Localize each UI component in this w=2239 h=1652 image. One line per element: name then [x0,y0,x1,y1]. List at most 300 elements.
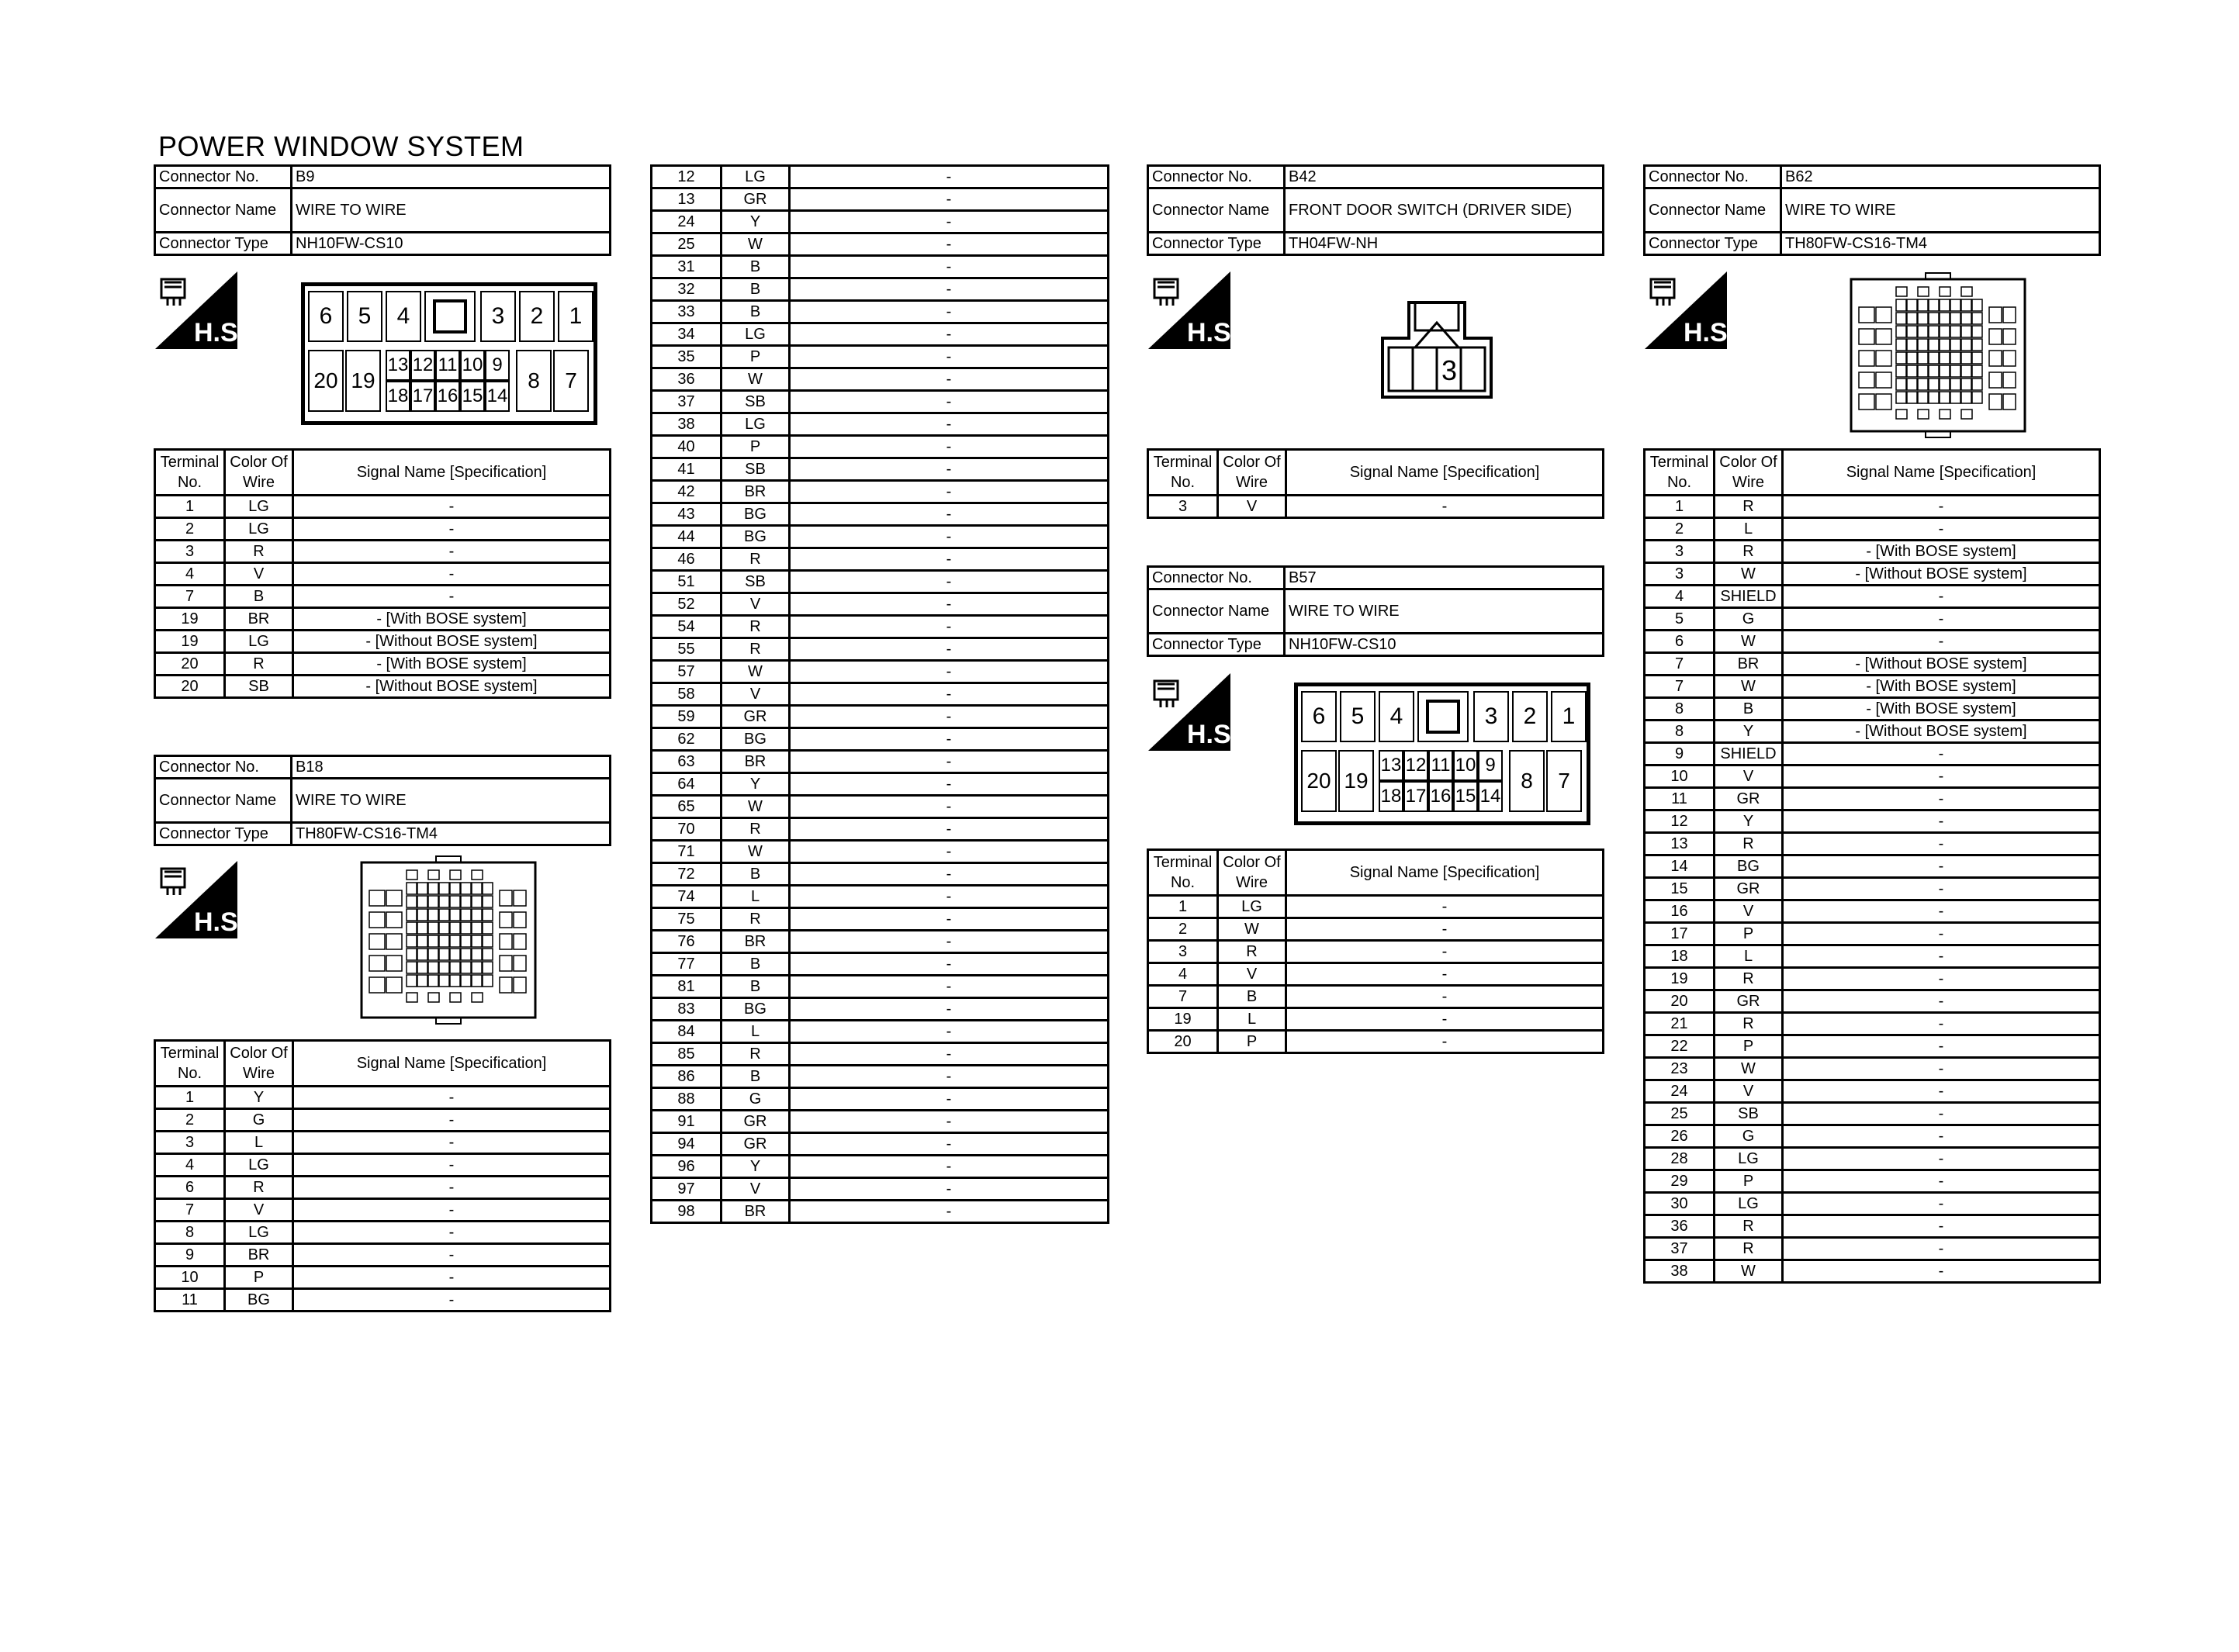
terminal-no-cell: 3 [1148,496,1218,518]
terminal-no-cell: 19 [1645,968,1715,990]
hs-label: H.S. [194,318,246,347]
table-row [652,1133,1109,1156]
table-row [155,1244,611,1267]
table-row [1645,1080,2100,1103]
connector-no-label: Connector No. [155,166,292,188]
terminal-no-cell: 58 [652,683,722,706]
connector-pin: 17 [1403,781,1428,812]
terminal-no-header: Terminal No. [1645,450,1715,496]
b42-connector-no: B42 [1285,166,1604,188]
wire-color-cell: B [225,586,293,608]
terminal-no-header: Terminal No. [1148,450,1218,496]
b9-info-table [154,164,611,256]
table-row [652,796,1109,818]
terminal-no-cell: 2 [1148,918,1218,941]
table-row [652,368,1109,391]
terminal-no-cell: 52 [652,593,722,616]
terminal-no-cell: 8 [1645,721,1715,743]
table-row [1148,1031,1604,1053]
terminal-no-cell: 25 [1645,1103,1715,1125]
signal-name-cell: - [790,458,1109,481]
terminal-no-cell: 22 [1645,1035,1715,1058]
table-row [652,751,1109,773]
signal-name-cell: - [790,841,1109,863]
terminal-no-cell: 76 [652,931,722,953]
signal-name-cell: - [1783,1170,2100,1193]
signal-name-cell: - [1783,1215,2100,1238]
signal-name-cell: - [293,1267,611,1289]
terminal-no-cell: 7 [1645,653,1715,676]
signal-name-cell: - [1783,586,2100,608]
table-row [652,1178,1109,1201]
wire-color-cell: BG [722,728,790,751]
wire-color-cell: LG [722,323,790,346]
table-row [652,998,1109,1021]
table-row [652,413,1109,436]
connector-type-label: Connector Type [1645,233,1781,255]
terminal-no-cell: 6 [1645,631,1715,653]
connector-name-label: Connector Name [155,779,292,823]
connector-pin: 9 [485,350,510,381]
table-row [652,931,1109,953]
terminal-no-cell: 3 [1645,541,1715,563]
wire-color-cell: R [1715,1013,1783,1035]
wire-color-cell: W [1715,563,1783,586]
table-row [652,346,1109,368]
table-row [652,638,1109,661]
wire-color-cell: W [1715,1058,1783,1080]
wire-color-cell: GR [722,1133,790,1156]
wire-color-cell: V [1715,1080,1783,1103]
wire-color-cell: R [1715,833,1783,855]
connector-pin: 13 [1379,750,1403,781]
table-row [652,1156,1109,1178]
terminal-no-cell: 4 [1645,586,1715,608]
wire-color-cell: LG [1715,1193,1783,1215]
connector-pin: 16 [1428,781,1453,812]
b18-terminal-table [154,1039,611,1312]
terminal-no-cell: 86 [652,1066,722,1088]
signal-name-cell: - [790,233,1109,256]
wire-color-cell: R [1715,1215,1783,1238]
wire-color-cell: B [722,976,790,998]
connector-pin: 7 [553,350,589,412]
wire-color-cell: SB [1715,1103,1783,1125]
wire-color-cell: LG [1218,896,1286,918]
signal-name-cell: - [790,683,1109,706]
table-row [155,1289,611,1312]
wire-color-cell: SHIELD [1715,743,1783,766]
table-row [1645,676,2100,698]
table-row [1645,496,2100,518]
table-row [1645,990,2100,1013]
table-row [652,211,1109,233]
connector-name-label: Connector Name [1645,188,1781,233]
b42-connector-type: TH04FW-NH [1285,233,1604,255]
signal-name-cell: - [293,1087,611,1109]
terminal-no-cell: 11 [155,1289,225,1312]
terminal-no-cell: 81 [652,976,722,998]
signal-name-cell: - [293,541,611,563]
signal-name-cell: - [1783,900,2100,923]
b62-terminal-table [1643,448,2101,1284]
signal-name-cell: - [With BOSE system] [1783,698,2100,721]
terminal-no-header: Terminal No. [155,450,225,496]
wire-color-cell: BR [722,751,790,773]
table-row [1645,631,2100,653]
signal-name-cell: - [790,1088,1109,1111]
signal-name-cell: - [790,571,1109,593]
wire-color-cell: P [1218,1031,1286,1053]
signal-name-cell: - [293,563,611,586]
wire-color-cell: BG [225,1289,293,1312]
terminal-no-cell: 10 [155,1267,225,1289]
signal-name-cell: - [790,886,1109,908]
hs-harness-side-icon [155,271,246,349]
terminal-no-cell: 98 [652,1201,722,1223]
terminal-no-cell: 19 [155,631,225,653]
table-row [1645,608,2100,631]
terminal-no-cell: 24 [1645,1080,1715,1103]
wire-color-cell: BR [722,931,790,953]
key-slot [433,299,467,334]
table-row [1645,1148,2100,1170]
table-row [1645,1035,2100,1058]
signal-name-cell: - [790,413,1109,436]
wire-color-cell: R [225,541,293,563]
connector-pin: 18 [1379,781,1403,812]
signal-name-cell: - [790,661,1109,683]
signal-name-cell: - [1783,496,2100,518]
b62-connector-name: WIRE TO WIRE [1781,188,2100,233]
terminal-no-cell: 20 [155,653,225,676]
table-row [1148,918,1604,941]
wire-color-cell: GR [722,188,790,211]
wire-color-cell: GR [722,1111,790,1133]
table-row [652,661,1109,683]
signal-name-cell: - [790,638,1109,661]
signal-name-cell: - [790,323,1109,346]
connector-pin: 5 [1340,691,1376,742]
wire-color-cell: W [1715,1260,1783,1283]
connector-pin: 12 [1403,750,1428,781]
table-row [652,503,1109,526]
signal-name-cell: - [790,616,1109,638]
wire-color-cell: Y [225,1087,293,1109]
terminal-no-cell: 88 [652,1088,722,1111]
table-row [1645,541,2100,563]
terminal-no-cell: 40 [652,436,722,458]
hs-harness-side-icon [1148,673,1239,751]
signal-name-cell: - [790,211,1109,233]
b18-connector-name: WIRE TO WIRE [292,779,611,823]
wire-color-cell: LG [722,166,790,188]
connector-no-label: Connector No. [1645,166,1781,188]
terminal-no-cell: 1 [1148,896,1218,918]
table-row [155,676,611,698]
b57-connector-name: WIRE TO WIRE [1285,589,1604,634]
signal-name-cell: - [1286,496,1604,518]
terminal-no-cell: 1 [155,496,225,518]
terminal-no-cell: 23 [1645,1058,1715,1080]
table-row [652,1201,1109,1223]
signal-name-cell: - [Without BOSE system] [1783,721,2100,743]
terminal-no-cell: 9 [155,1244,225,1267]
color-of-wire-header: Color Of Wire [225,1041,293,1087]
connector-pin: 1 [1551,691,1587,742]
connector-pin: 8 [1509,750,1545,812]
wire-color-cell: R [1715,496,1783,518]
connector-name-label: Connector Name [1148,589,1285,634]
terminal-no-cell: 37 [1645,1238,1715,1260]
wire-color-cell: L [1715,518,1783,541]
connector-pin: 2 [1512,691,1548,742]
signal-name-cell: - [790,1133,1109,1156]
signal-name-cell: - [790,998,1109,1021]
wire-color-cell: W [722,661,790,683]
hs-label: H.S. [194,907,246,937]
wire-color-cell: R [225,1177,293,1199]
terminal-no-cell: 55 [652,638,722,661]
signal-name-cell: - [1783,788,2100,810]
hs-harness-side-icon [1645,271,1735,349]
color-of-wire-header: Color Of Wire [1218,850,1286,896]
terminal-no-cell: 37 [652,391,722,413]
terminal-no-cell: 19 [1148,1008,1218,1031]
terminal-no-cell: 59 [652,706,722,728]
b18-info-table [154,755,611,846]
wire-color-cell: W [722,368,790,391]
signal-name-header: Signal Name [Specification] [293,1041,611,1087]
b42-info-table [1147,164,1604,256]
terminal-no-cell: 38 [652,413,722,436]
wire-color-cell: SB [225,676,293,698]
terminal-no-cell: 97 [652,1178,722,1201]
signal-name-cell: - [790,391,1109,413]
terminal-no-cell: 3 [1645,563,1715,586]
terminal-no-cell: 94 [652,1133,722,1156]
wire-color-cell: G [1715,1125,1783,1148]
table-row [652,166,1109,188]
wire-color-cell: R [225,653,293,676]
terminal-no-cell: 54 [652,616,722,638]
signal-name-cell: - [790,976,1109,998]
table-row [1645,766,2100,788]
table-row [652,886,1109,908]
signal-name-cell: - [790,368,1109,391]
table-row [155,631,611,653]
wire-color-cell: BG [722,526,790,548]
terminal-no-cell: 16 [1645,900,1715,923]
signal-name-cell: - [790,773,1109,796]
terminal-no-cell: 3 [1148,941,1218,963]
terminal-no-cell: 33 [652,301,722,323]
terminal-no-cell: 85 [652,1043,722,1066]
wire-color-cell: V [1715,766,1783,788]
wire-color-cell: B [722,953,790,976]
wire-color-cell: R [1715,968,1783,990]
table-row [155,586,611,608]
terminal-no-cell: 24 [652,211,722,233]
table-row [652,571,1109,593]
b57-connector-no: B57 [1285,567,1604,589]
terminal-no-cell: 72 [652,863,722,886]
wire-color-cell: LG [225,496,293,518]
wire-color-cell: SB [722,458,790,481]
connector-no-label: Connector No. [155,756,292,779]
table-row [1645,518,2100,541]
connector-pin: 2 [519,291,555,342]
signal-name-cell: - [1783,1080,2100,1103]
table-row [1645,1103,2100,1125]
table-row [1645,1058,2100,1080]
table-row [1645,833,2100,855]
table-row [652,548,1109,571]
b57-connector-face [1294,683,1590,825]
wire-color-cell: GR [1715,990,1783,1013]
terminal-no-cell: 7 [155,1199,225,1222]
table-row [155,1132,611,1154]
signal-name-cell: - [1783,631,2100,653]
table-row [1645,698,2100,721]
signal-name-cell: - [1286,1008,1604,1031]
signal-name-cell: - [293,1109,611,1132]
table-row [1645,721,2100,743]
b62-connector-type: TH80FW-CS16-TM4 [1781,233,2100,255]
terminal-no-cell: 77 [652,953,722,976]
table-row [1645,1260,2100,1283]
wire-color-cell: LG [225,518,293,541]
b42-connector-name: FRONT DOOR SWITCH (DRIVER SIDE) [1285,188,1604,233]
b18-connector-no: B18 [292,756,611,779]
signal-name-cell: - [790,526,1109,548]
terminal-no-cell: 7 [1148,986,1218,1008]
wire-color-cell: BG [722,998,790,1021]
signal-name-cell: - [1783,1193,2100,1215]
terminal-no-cell: 83 [652,998,722,1021]
wire-color-cell: LG [225,631,293,653]
terminal-no-cell: 32 [652,278,722,301]
terminal-no-cell: 29 [1645,1170,1715,1193]
key-slot [1426,700,1460,734]
table-row [652,481,1109,503]
terminal-no-cell: 36 [1645,1215,1715,1238]
signal-name-header: Signal Name [Specification] [1286,450,1604,496]
wire-color-cell: P [1715,1170,1783,1193]
b57-info-table [1147,565,1604,657]
signal-name-cell: - [790,503,1109,526]
signal-name-cell: - [With BOSE system] [1783,541,2100,563]
terminal-no-cell: 1 [1645,496,1715,518]
table-row [1645,1125,2100,1148]
table-row [652,301,1109,323]
table-row [155,1154,611,1177]
signal-name-cell: - [293,1132,611,1154]
wire-color-cell: B [1218,986,1286,1008]
page-title: POWER WINDOW SYSTEM [158,130,524,162]
table-row [1645,878,2100,900]
signal-name-cell: - [1286,1031,1604,1053]
wire-color-cell: BR [1715,653,1783,676]
b62-connector-no: B62 [1781,166,2100,188]
signal-name-cell: - [790,1178,1109,1201]
terminal-no-cell: 28 [1645,1148,1715,1170]
connector-pin: 4 [386,291,421,342]
wire-color-cell: P [1715,923,1783,945]
signal-name-cell: - [1783,608,2100,631]
connector-pin: 14 [1478,781,1503,812]
hs-label: H.S. [1187,318,1239,347]
wire-color-cell: P [225,1267,293,1289]
table-row [155,496,611,518]
signal-name-cell: - [790,1043,1109,1066]
signal-name-cell: - [1783,945,2100,968]
signal-name-cell: - [790,548,1109,571]
terminal-no-cell: 12 [1645,810,1715,833]
signal-name-cell: - [293,518,611,541]
terminal-no-cell: 17 [1645,923,1715,945]
color-of-wire-header: Color Of Wire [225,450,293,496]
terminal-no-cell: 3 [155,1132,225,1154]
signal-name-cell: - [Without BOSE system] [293,676,611,698]
terminal-no-cell: 18 [1645,945,1715,968]
terminal-no-cell: 96 [652,1156,722,1178]
b18-terminal-table-continued [650,164,1109,1224]
terminal-no-cell: 12 [652,166,722,188]
table-row [1645,855,2100,878]
table-row [652,593,1109,616]
b42-terminal-table [1147,448,1604,519]
terminal-no-cell: 84 [652,1021,722,1043]
terminal-no-cell: 43 [652,503,722,526]
b18-connector-face [358,856,538,1027]
table-row [652,1021,1109,1043]
terminal-no-cell: 3 [155,541,225,563]
table-row [652,773,1109,796]
table-row [155,1222,611,1244]
terminal-no-cell: 21 [1645,1013,1715,1035]
connector-pin: 11 [1428,750,1453,781]
wire-color-cell: P [722,436,790,458]
wire-color-cell: G [1715,608,1783,631]
table-row [652,683,1109,706]
signal-name-cell: - [790,1066,1109,1088]
connector-type-label: Connector Type [155,233,292,255]
connector-pin: 12 [410,350,435,381]
table-row [1645,1238,2100,1260]
signal-name-cell: - [1783,878,2100,900]
terminal-no-cell: 62 [652,728,722,751]
terminal-no-cell: 35 [652,346,722,368]
signal-name-cell: - [293,1154,611,1177]
terminal-no-cell: 75 [652,908,722,931]
wire-color-cell: L [722,886,790,908]
terminal-no-cell: 14 [1645,855,1715,878]
wire-color-cell: V [225,1199,293,1222]
connector-pin: 11 [435,350,460,381]
connector-pin: 1 [558,291,593,342]
terminal-no-cell: 51 [652,571,722,593]
signal-name-cell: - [1783,1260,2100,1283]
b62-connector-face [1848,273,2028,439]
terminal-no-cell: 91 [652,1111,722,1133]
signal-name-cell: - [1783,1058,2100,1080]
signal-name-cell: - [790,751,1109,773]
terminal-no-cell: 4 [155,563,225,586]
terminal-no-cell: 42 [652,481,722,503]
table-row [1645,653,2100,676]
wire-color-cell: G [722,1088,790,1111]
